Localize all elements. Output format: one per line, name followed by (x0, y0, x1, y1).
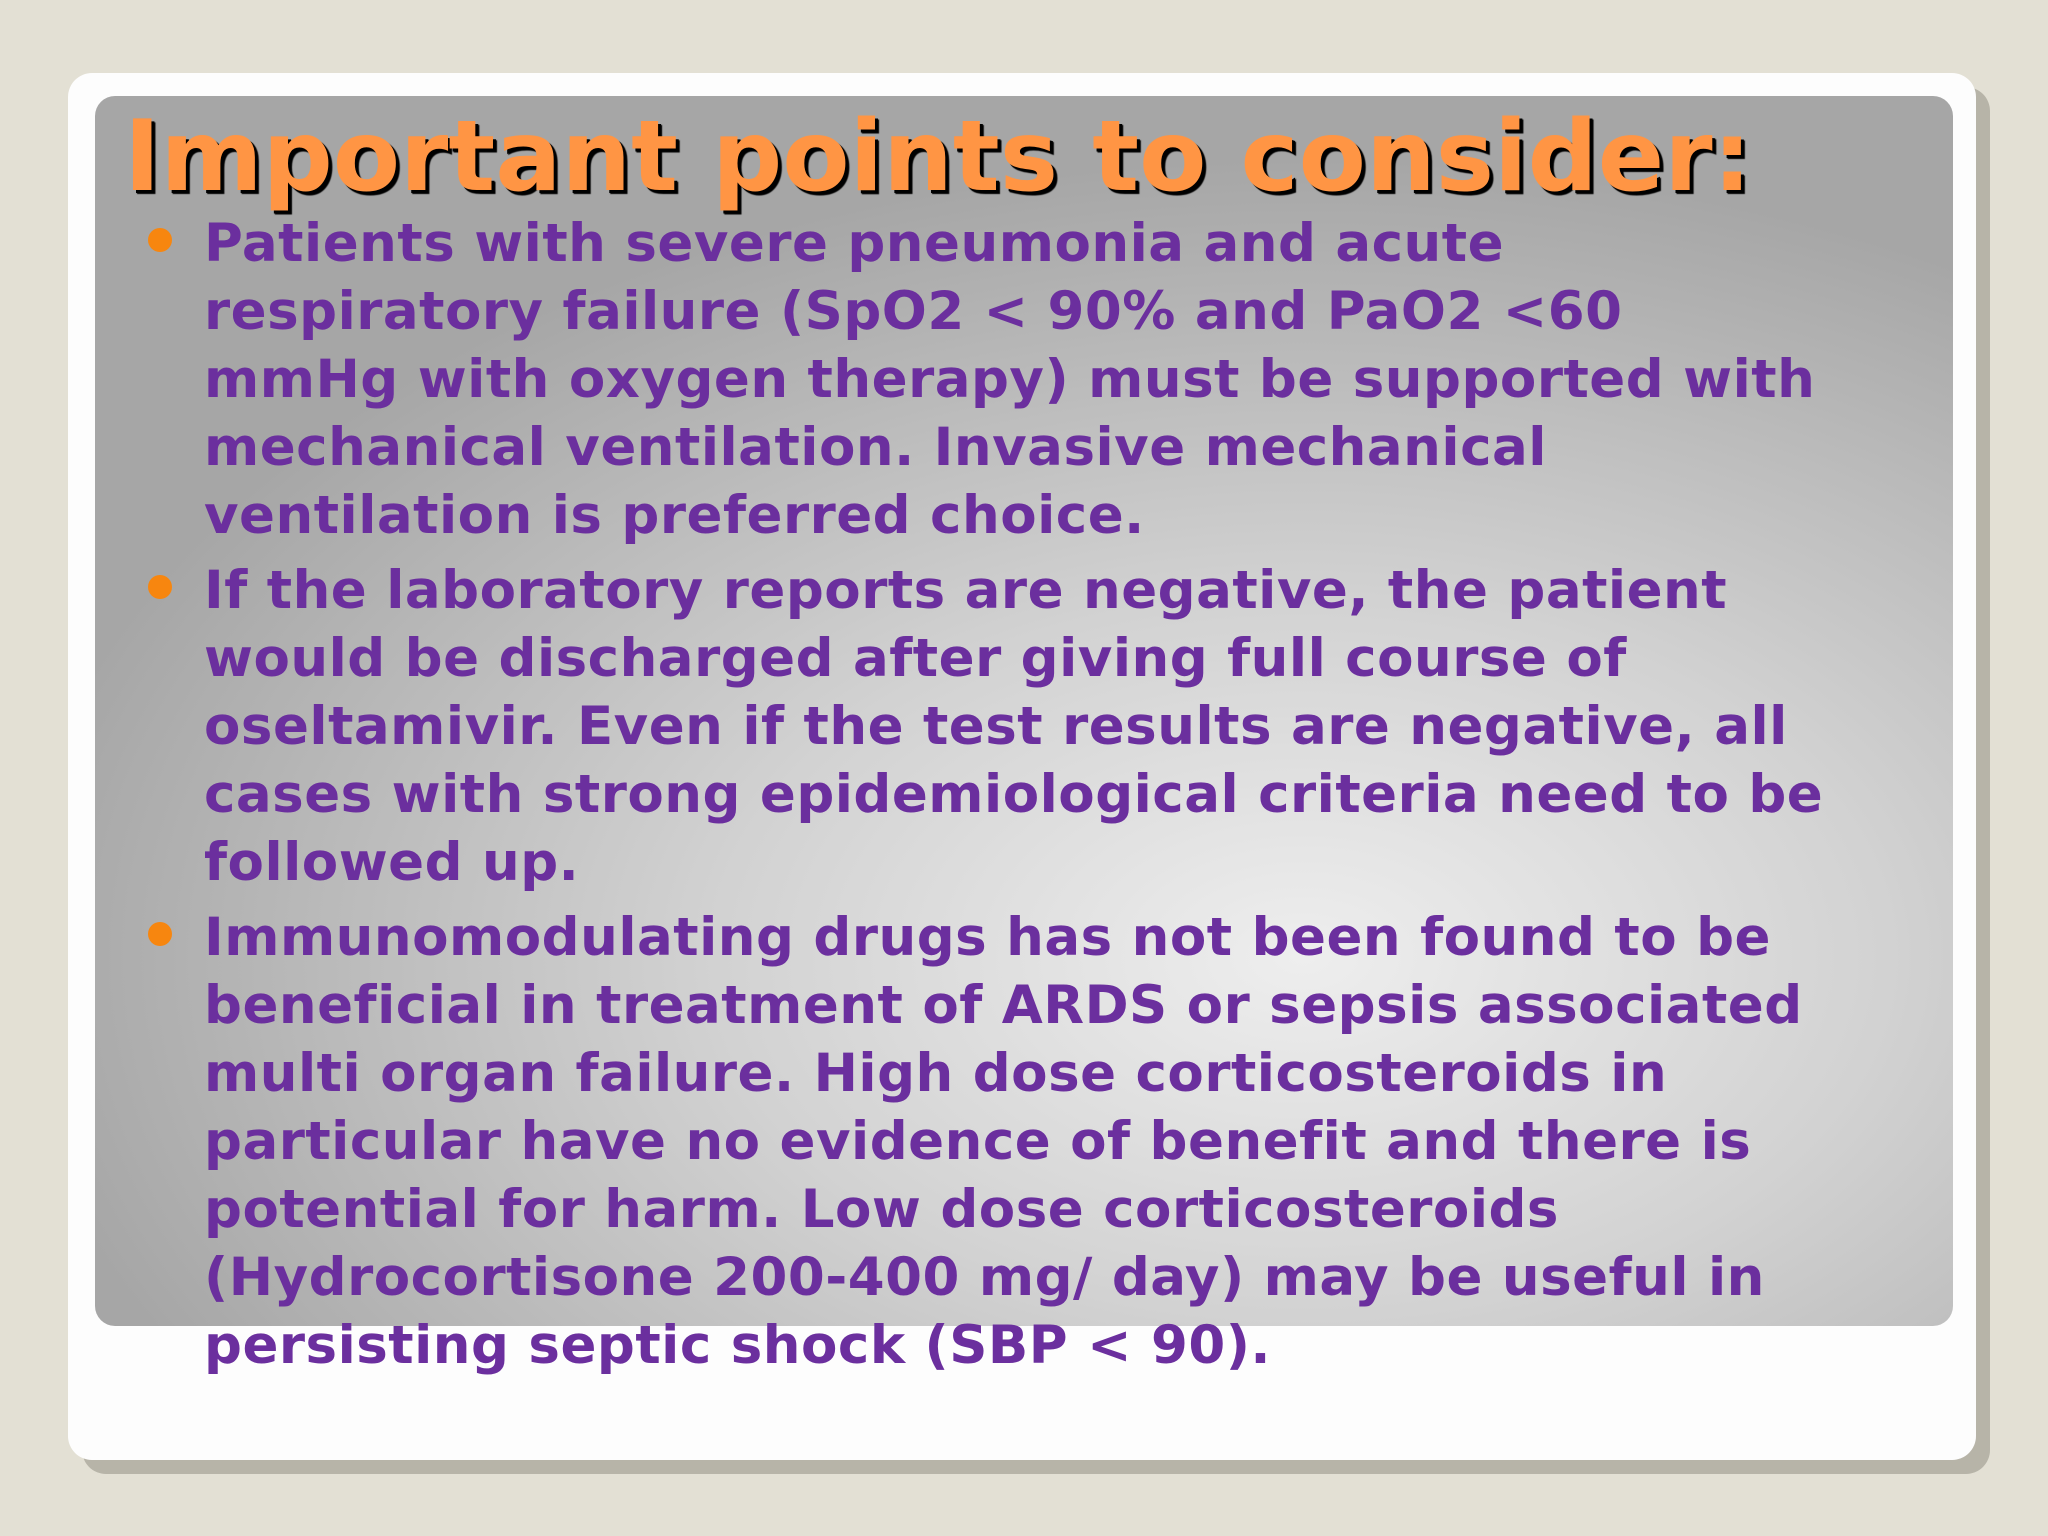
bullet-text (204, 210, 1940, 550)
text-line: particular have no evidence of benefit and there is (204, 1111, 1752, 1172)
bullet-item-1 (140, 210, 1940, 550)
text-line: respiratory failure (SpO2 < 90% and PaO2 <60 (204, 281, 1623, 342)
bullet-dot-icon (148, 228, 172, 252)
slide-title: Important points to consider: (124, 100, 1752, 214)
bullet-text (204, 904, 1940, 1380)
bullet-item-3 (140, 904, 1940, 1380)
text-line: mechanical ventilation. Invasive mechanical (204, 417, 1547, 478)
text-line: ventilation is preferred choice. (204, 485, 1145, 546)
text-line: beneficial in treatment of ARDS or sepsis associated (204, 975, 1803, 1036)
text-line: would be discharged after giving full course of (204, 628, 1627, 689)
bullet-item-2 (140, 557, 1940, 897)
bullet-text (204, 557, 1940, 897)
text-line: potential for harm. Low dose corticosteroids (204, 1179, 1559, 1240)
text-line: cases with strong epidemiological criteria need to be (204, 764, 1824, 825)
bullet-dot-icon (148, 922, 172, 946)
text-line: persisting septic shock (SBP < 90). (204, 1315, 1272, 1376)
text-line: multi organ failure. High dose corticosteroids in (204, 1043, 1668, 1104)
text-line: Patients with severe pneumonia and acute (204, 213, 1505, 274)
text-line: Immunomodulating drugs has not been found to be (204, 907, 1771, 968)
text-line: If the laboratory reports are negative, the patient (204, 560, 1728, 621)
bullet-dot-icon (148, 575, 172, 599)
bullet-list (140, 210, 1940, 1387)
text-line: mmHg with oxygen therapy) must be supported with (204, 349, 1816, 410)
text-line: followed up. (204, 832, 580, 893)
text-line: oseltamivir. Even if the test results are negative, all (204, 696, 1788, 757)
text-line: (Hydrocortisone 200-400 mg/ day) may be useful in (204, 1247, 1765, 1308)
